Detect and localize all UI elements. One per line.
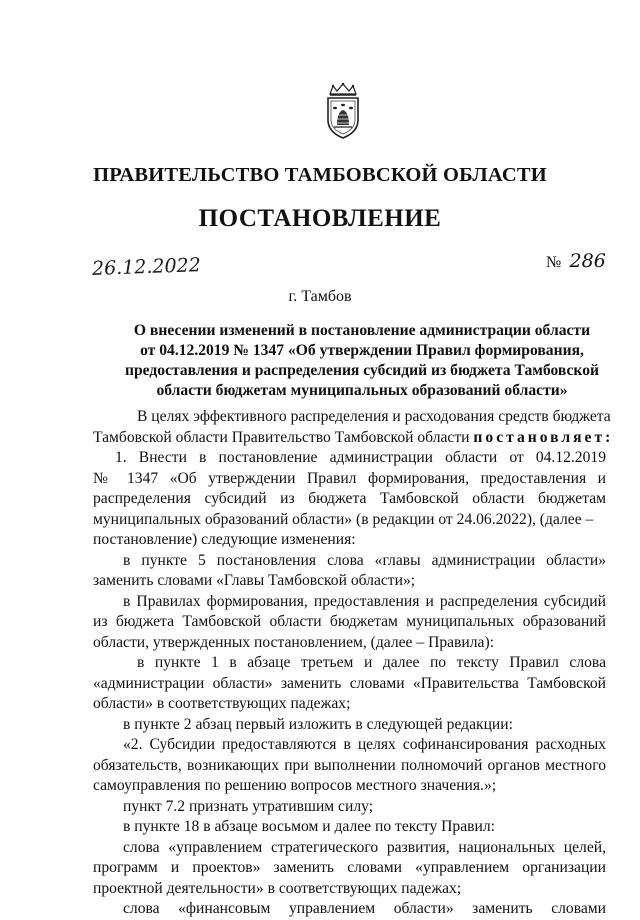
title-line: предоставления и распределения субсидий из бюджета Тамбовской — [125, 362, 599, 379]
body-line: в пункте 1 в абзаце третьем и далее по тексту Правил слова — [137, 654, 606, 671]
body-line: в пункте 2 абзац первый изложить в следующей редакции: — [123, 715, 513, 733]
body-line: № 1347 «Об утверждении Правил формирования, предоставления и — [93, 469, 606, 487]
document-date: 26.12.2022 — [91, 254, 202, 280]
number-sign: № — [546, 254, 562, 271]
body-line: пункт 7.2 признать утратившим силу; — [123, 797, 374, 815]
body-line: в Правилах формирования, предоставления и распределения субсидий — [123, 592, 606, 610]
body-line: области, утвержденных постановлением, (далее – Правила): — [93, 633, 494, 651]
body-line: проектной деятельности» в соответствующих падежах; — [93, 879, 462, 897]
body-line: в пункте 18 в абзаце восьмом и далее по тексту Правил: — [123, 818, 495, 835]
body-text: Тамбовской области Правительство Тамбовской области — [93, 428, 474, 446]
body-line: «2. Субсидии предоставляются в целях софинансирования расходных — [123, 736, 606, 753]
city: г. Тамбов — [288, 288, 352, 305]
coat-of-arms-icon — [322, 82, 364, 140]
body-line: заменить словами «Главы Тамбовской области»; — [93, 572, 416, 589]
title-line: от 04.12.2019 № 1347 «Об утверждении Правил формирования, — [140, 342, 584, 359]
government-name: ПРАВИТЕЛЬСТВО ТАМБОВСКОЙ ОБЛАСТИ — [93, 164, 547, 186]
body-line: самоуправления по решению вопросов местного значения.»; — [93, 777, 497, 794]
resolution-word: постановляет: — [473, 428, 614, 446]
body-line: муниципальных образований области» (в редакции от 24.06.2022), (далее – — [93, 510, 594, 528]
body-line: постановление) следующие изменения: — [93, 531, 356, 548]
number-value: 286 — [569, 250, 606, 272]
body-line: В целях эффективного распределения и расходования средств бюджета — [137, 408, 611, 425]
document-type: ПОСТАНОВЛЕНИЕ — [198, 205, 442, 232]
title-line: области бюджетам муниципальных образований области» — [156, 382, 568, 399]
document-number — [546, 250, 606, 272]
document-body — [93, 407, 614, 920]
body-line: программ и проектов» заменить словами «управлением организации — [93, 859, 606, 876]
body-line: распределения субсидий из бюджета Тамбовской области бюджетам — [93, 490, 606, 507]
body-line: слова «управлением стратегического развития, национальных целей, — [123, 838, 606, 856]
body-line: слова «финансовым управлением области» заменить словами — [123, 900, 606, 917]
body-line: из бюджета Тамбовской области бюджетам муниципальных образований — [93, 613, 606, 630]
body-line: 1. Внести в постановление администрации области от 04.12.2019 — [115, 449, 606, 466]
body-line: обязательств, возникающих при выполнении полномочий органов местного — [93, 756, 606, 774]
title-line: О внесении изменений в постановление администрации области — [133, 322, 591, 339]
body-line: области» в соответствующих падежах; — [93, 695, 351, 712]
body-line: в пункте 5 постановления слова «главы администрации области» — [123, 551, 606, 569]
body-line — [93, 428, 614, 449]
body-line: «администрации области» заменить словами «Правительства Тамбовской — [93, 674, 606, 692]
document-title — [118, 321, 606, 401]
